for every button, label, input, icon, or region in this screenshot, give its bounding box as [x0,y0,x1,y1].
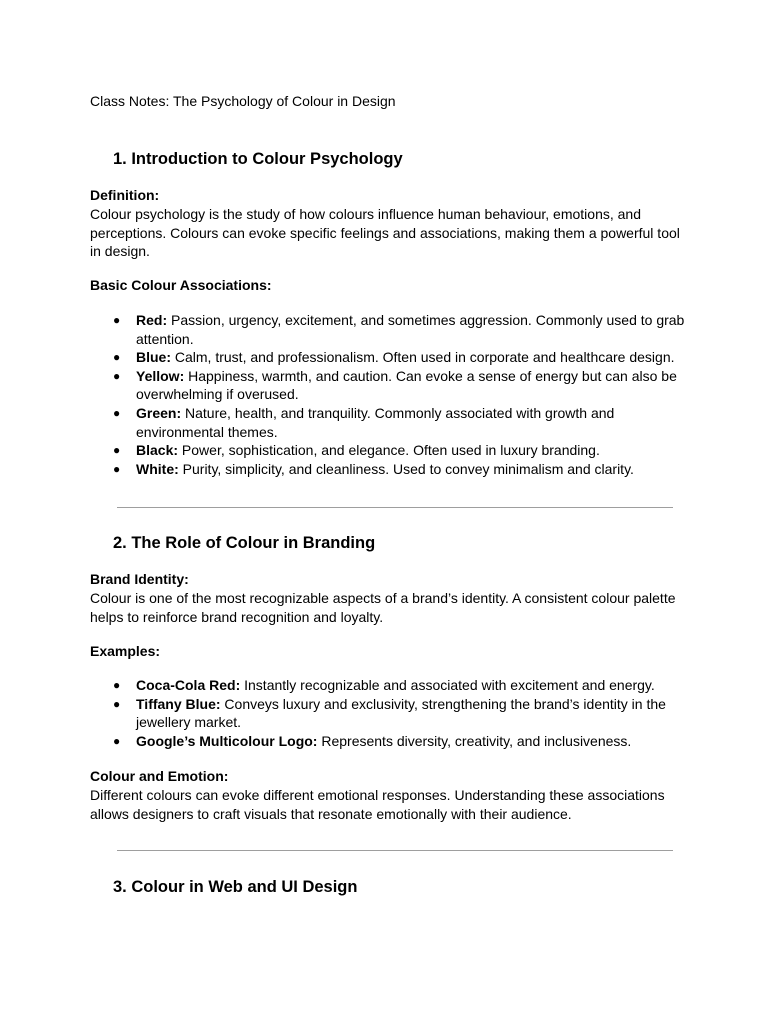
list-item-term: Red: [136,312,168,328]
list-item-term: Google’s Multicolour Logo: [136,732,318,749]
list-item [90,311,690,348]
list-item-text: Instantly recognizable and associated with excitement and energy. [240,677,655,693]
list-item [90,404,690,441]
associations-label: Basic Colour Associations: [90,277,272,293]
section-3-heading: 3. Colour in Web and UI Design [113,878,358,896]
list-item-term: Green: [136,404,182,421]
section-divider [117,850,673,851]
list-item-text: Happiness, warmth, and caution. Can evoke a sense of energy but can also be overwhelming if overused. [136,367,677,403]
colour-associations-list [90,311,690,478]
list-item [90,676,690,695]
list-item-term: Yellow: [136,367,185,384]
list-item-text: Calm, trust, and professionalism. Often used in corporate and healthcare design. [171,349,675,366]
list-item-text: Conveys luxury and exclusivity, strengthening the brand’s identity in the jewellery market. [136,695,666,731]
document-title: Class Notes: The Psychology of Colour in Design [90,93,396,109]
list-item-term: Tiffany Blue: [136,695,221,712]
list-item-term: White: [136,460,179,477]
list-item [90,441,690,460]
colour-emotion-label: Colour and Emotion: [90,768,229,784]
list-item-text: Represents diversity, creativity, and inclusiveness. [317,732,632,749]
list-item [90,348,690,367]
list-item [90,460,690,479]
list-item-term: Black: [136,442,179,459]
list-item-text: Purity, simplicity, and cleanliness. Used to convey minimalism and clarity. [178,460,634,477]
bullet-icon: ● [113,461,121,476]
bullet-icon: ● [113,678,121,692]
bullet-icon: ● [113,443,121,458]
definition-text: Colour psychology is the study of how colours influence human behaviour, emotions, and perceptions. Colours can evoke specific feelings and associations, making them a powerful tool in design. [90,206,680,260]
section-2-heading: 2. The Role of Colour in Branding [113,534,376,552]
brand-identity-label: Brand Identity: [90,571,189,587]
list-item [90,695,690,732]
section-divider [117,507,673,508]
brand-identity-text: Colour is one of the most recognizable aspects of a brand’s identity. A consistent colour palette helps to reinforce brand recognition and loyalty. [90,590,676,625]
bullet-icon: ● [113,696,121,711]
list-item-term: Blue: [136,349,171,366]
list-item-term: Coca-Cola Red: [136,677,241,693]
list-item [90,732,690,751]
list-item-text: Nature, health, and tranquility. Commonly associated with growth and environmental themes. [136,404,615,440]
list-item [90,367,690,404]
brand-examples-list [90,676,690,750]
list-item-text: Power, sophistication, and elegance. Often used in luxury branding. [178,442,600,459]
bullet-icon: ● [113,350,121,365]
bullet-icon: ● [113,368,121,383]
examples-label: Examples: [90,643,161,659]
section-1-heading: 1. Introduction to Colour Psychology [113,150,403,168]
definition-label: Definition: [90,187,160,203]
bullet-icon: ● [113,405,121,420]
list-item-text: Passion, urgency, excitement, and sometimes aggression. Commonly used to grab attention. [136,312,685,347]
bullet-icon: ● [113,313,121,327]
bullet-icon: ● [113,733,121,748]
colour-emotion-text: Different colours can evoke different emotional responses. Understanding these associations allows designers to craft visuals that resonate emotionally with their audience. [90,787,665,822]
